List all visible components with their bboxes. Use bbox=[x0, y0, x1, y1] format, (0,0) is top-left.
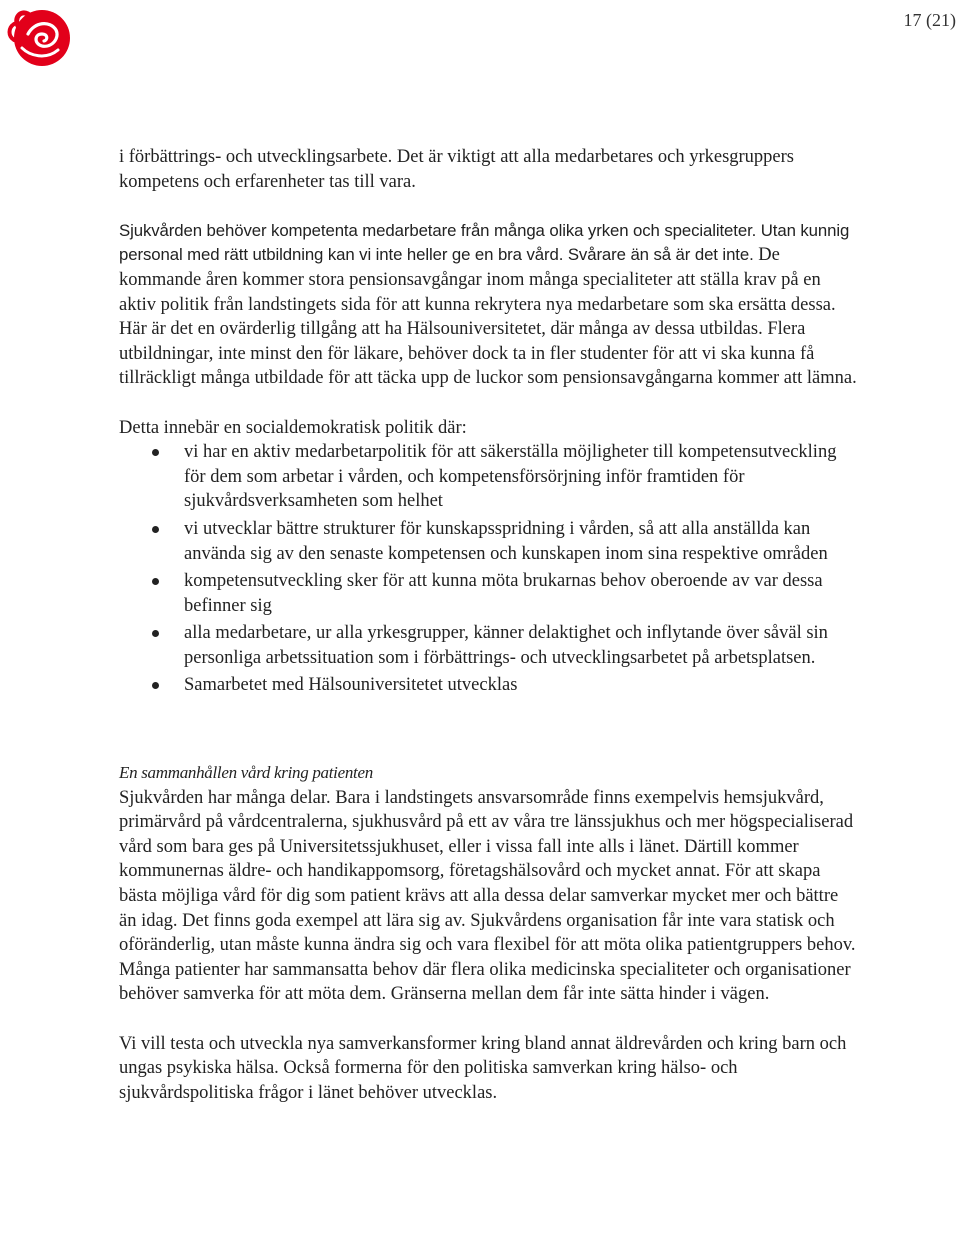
list-item bbox=[119, 569, 859, 618]
bullet-icon bbox=[152, 449, 159, 456]
list-item-text: alla medarbetare, ur alla yrkesgrupper, känner delaktighet och inflytande över såväl sin personliga arbetssituation som i förbättrings- och utvecklingsarbetet på arbetsplatsen. bbox=[184, 623, 828, 668]
list-item bbox=[119, 673, 859, 698]
list-item-text: vi har en aktiv medarbetarpolitik för att säkerställa möjligheter till kompetensutveckling för dem som arbetar i vården, och kompetensförsörjning inför framtiden för sjukvårdsverksamheten som helhet bbox=[184, 442, 837, 512]
paragraph-gap bbox=[119, 1007, 859, 1032]
paragraph-staffing bbox=[119, 219, 859, 391]
paragraph-staffing-sans-text: Sjukvården behöver kompetenta medarbetare från många olika yrken och specialiteter. Utan kunnig personal med rätt utbildning kan vi inte heller ge en bra vård. Svårare än så är det inte. bbox=[119, 220, 850, 265]
bullet-icon bbox=[152, 682, 159, 689]
list-item bbox=[119, 621, 859, 670]
section-heading: En sammanhållen vård kring patienten bbox=[119, 763, 373, 783]
rose-logo-icon bbox=[6, 4, 74, 72]
paragraph-gap bbox=[119, 391, 859, 416]
paragraph-care: Sjukvården har många delar. Bara i landstingets ansvarsområde finns exempelvis hemsjukvård, primärvård på vårdcentralerna, sjukhusvård på ett av våra tre länssjukhus och mer högspecialiserad vård som bara ges på Universitetssjukhuset, eller i vissa fall inte alls i länet. Därtill kommer kommunernas äldre- och handikappomsorg, företagshälsovård och mycket annat. För att skapa bästa möjliga vård för dig som patient krävs att alla dessa delar samverkar mycket mer och bättre än idag. Det finns goda exempel att lära sig av. Sjukvårdens organisation får inte vara statisk och oföränderlig, utan måste kunna ändra sig och vara flexibel för att möta olika patientgruppers behov. Många patienter har sammansatta behov där flera olika medicinska specialiteter och organisationer behöver samverka för att möta dem. Gränserna mellan dem får inte sätta hinder i vägen. bbox=[119, 787, 856, 1005]
bullet-icon bbox=[152, 578, 159, 585]
list-item-text: Samarbetet med Hälsouniversitetet utvecklas bbox=[184, 675, 518, 696]
list-intro: Detta innebär en socialdemokratisk politik där: bbox=[119, 417, 467, 438]
bullet-icon bbox=[152, 630, 159, 637]
list-item bbox=[119, 517, 859, 566]
list-item bbox=[119, 440, 859, 514]
page-number: 17 (21) bbox=[903, 10, 956, 30]
bullet-icon bbox=[152, 526, 159, 533]
policy-list bbox=[119, 440, 859, 698]
paragraph-staffing-text: De kommande åren kommer stora pensionsavgångar inom många specialiteter att ställa krav på en aktiv politik från landstingets sida för att kunna rekrytera nya medarbetare som ska ersätta dessa. Här är det en ovärderlig tillgång att ha Hälsouniversitetet, där många av dessa utbildas. Flera utbildningar, inte minst den för läkare, behöver dock ta in fler studenter för att vi ska kunna få tillräckligt många utbildade för att täcka upp de luckor som pensionsavgångarna kommer att lämna. bbox=[119, 245, 857, 389]
section-gap bbox=[119, 701, 859, 761]
document-body bbox=[119, 145, 859, 1105]
list-item-text: kompetensutveckling sker för att kunna möta brukarnas behov oberoende av var dessa befinner sig bbox=[184, 571, 823, 616]
paragraph-gap bbox=[119, 194, 859, 219]
list-item-text: vi utvecklar bättre strukturer för kunskapsspridning i vården, så att alla anställda kan använda sig av den senaste kompetensen och kunskapen inom sina respektive områden bbox=[184, 518, 828, 564]
paragraph-intro: i förbättrings- och utvecklingsarbete. Det är viktigt att alla medarbetares och yrkesgruppers kompetens och erfarenheter tas till vara. bbox=[119, 147, 795, 192]
paragraph-collaboration: Vi vill testa och utveckla nya samverkansformer kring bland annat äldrevården och kring barn och ungas psykiska hälsa. Också formerna för den politiska samverkan kring hälso- och sjukvårdspolitiska frågor i länet behöver utvecklas. bbox=[119, 1033, 847, 1103]
